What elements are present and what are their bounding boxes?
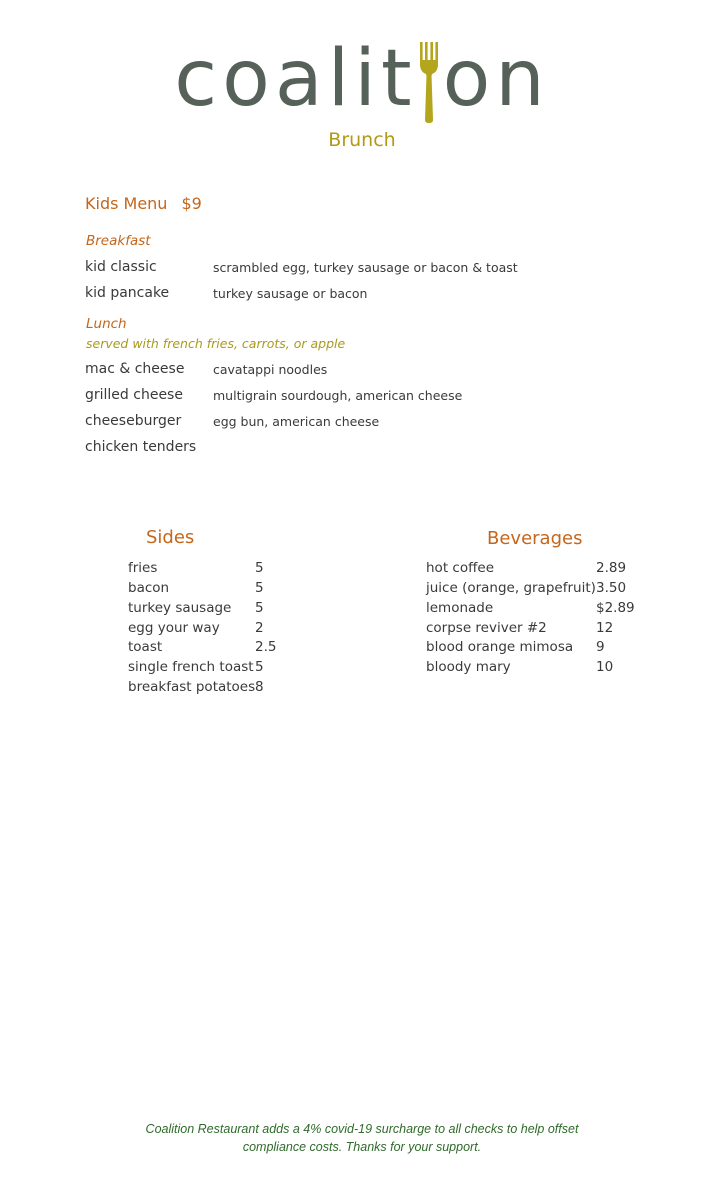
breakfast-subheading: Breakfast <box>86 233 151 249</box>
side-item <box>128 560 328 580</box>
side-name: breakfast potatoes <box>128 679 256 695</box>
side-name: egg your way <box>128 620 220 636</box>
side-price: 8 <box>255 679 264 695</box>
menu-item <box>85 285 645 305</box>
beverage-item <box>426 620 666 640</box>
side-name: turkey sausage <box>128 600 232 616</box>
side-price: 2 <box>255 620 264 636</box>
side-item <box>128 659 328 679</box>
side-item <box>128 639 328 659</box>
side-price: 5 <box>255 560 264 576</box>
beverage-price: 10 <box>596 659 614 675</box>
item-name: grilled cheese <box>85 387 183 403</box>
surcharge-notice-line-1: Coalition Restaurant adds a 4% covid-19 surcharge to all checks to help offset <box>145 1122 579 1136</box>
lunch-subheading: Lunch <box>86 316 127 332</box>
side-item <box>128 600 328 620</box>
side-price: 5 <box>255 580 264 596</box>
beverage-price: 2.89 <box>596 560 627 576</box>
side-price: 5 <box>255 600 264 616</box>
beverage-price: 9 <box>596 639 605 655</box>
fork-icon <box>418 42 440 124</box>
side-name: single french toast <box>128 659 254 675</box>
item-description: turkey sausage or bacon <box>213 286 368 301</box>
side-price: 5 <box>255 659 264 675</box>
side-item <box>128 679 328 699</box>
beverage-name: juice (orange, grapefruit) <box>426 580 596 596</box>
logo-text-end: on <box>442 34 550 124</box>
menu-item <box>85 439 645 459</box>
item-name: mac & cheese <box>85 361 185 377</box>
beverage-price: 3.50 <box>596 580 627 596</box>
beverage-name: bloody mary <box>426 659 511 675</box>
kids-menu-heading <box>85 194 202 213</box>
logo-text-start: coalit <box>174 34 417 124</box>
item-name: cheeseburger <box>85 413 182 429</box>
side-price: 2.5 <box>255 639 277 655</box>
beverage-item <box>426 560 666 580</box>
beverage-item <box>426 659 666 679</box>
item-description: cavatappi noodles <box>213 362 328 377</box>
item-description: scrambled egg, turkey sausage or bacon & toast <box>213 260 518 275</box>
surcharge-notice-line-2: compliance costs. Thanks for your support. <box>242 1140 482 1154</box>
side-name: fries <box>128 560 158 576</box>
beverage-name: corpse reviver #2 <box>426 620 547 636</box>
beverage-item <box>426 580 666 600</box>
item-name: kid pancake <box>85 285 170 301</box>
menu-item <box>85 387 645 407</box>
beverage-price: $2.89 <box>596 600 635 616</box>
beverages-heading: Beverages <box>487 528 583 549</box>
beverage-price: 12 <box>596 620 614 636</box>
side-item <box>128 580 328 600</box>
surcharge-notice <box>0 1120 724 1156</box>
kids-menu-price: $9 <box>181 194 202 213</box>
side-name: bacon <box>128 580 170 596</box>
beverage-name: hot coffee <box>426 560 494 576</box>
lunch-sides-note: served with french fries, carrots, or apple <box>86 336 346 351</box>
side-name: toast <box>128 639 163 655</box>
side-item <box>128 620 328 640</box>
beverage-item <box>426 600 666 620</box>
sides-heading: Sides <box>146 527 195 548</box>
restaurant-logo <box>0 34 724 124</box>
item-name: kid classic <box>85 259 157 275</box>
menu-item <box>85 259 645 279</box>
beverage-item <box>426 639 666 659</box>
kids-menu-title: Kids Menu <box>85 194 168 213</box>
menu-item <box>85 413 645 433</box>
beverage-name: blood orange mimosa <box>426 639 574 655</box>
item-description: multigrain sourdough, american cheese <box>213 388 463 403</box>
item-name: chicken tenders <box>85 439 197 455</box>
menu-subtitle: Brunch <box>328 129 396 151</box>
item-description: egg bun, american cheese <box>213 414 380 429</box>
beverage-name: lemonade <box>426 600 494 616</box>
menu-item <box>85 361 645 381</box>
